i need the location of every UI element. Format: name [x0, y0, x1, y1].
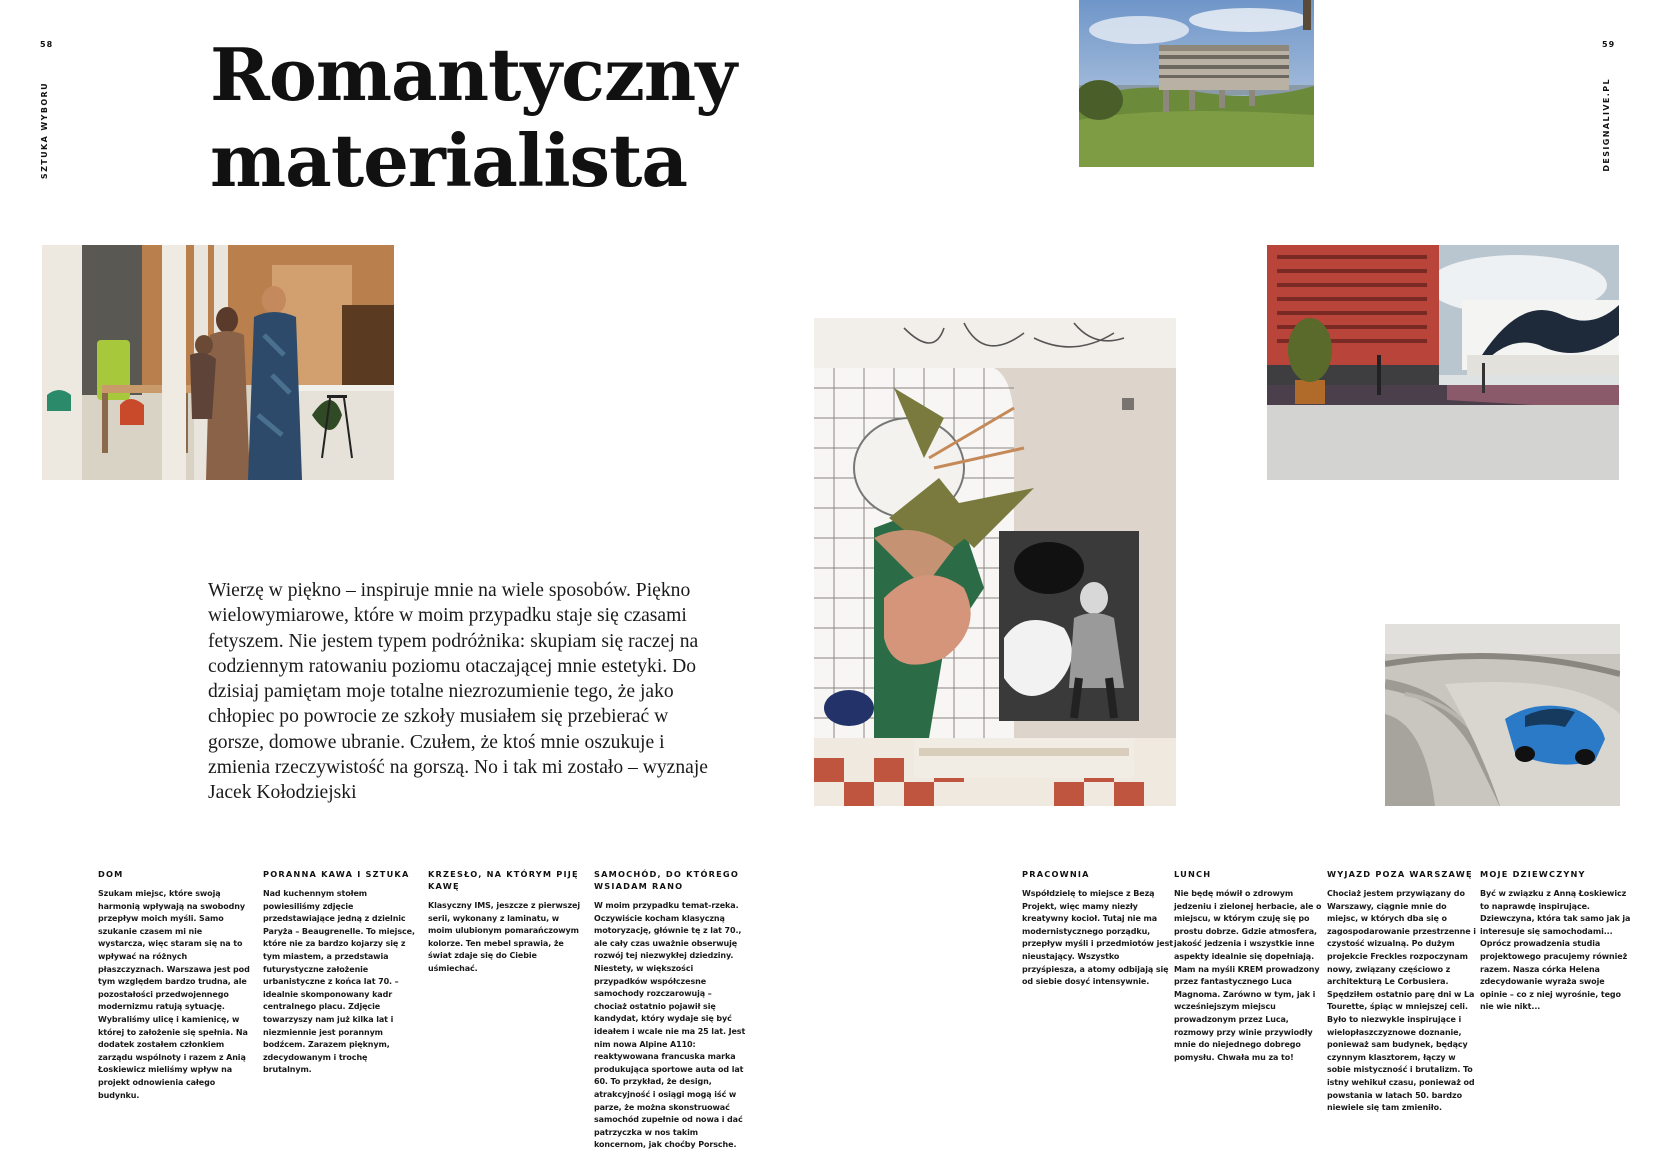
column-samochod — [594, 868, 746, 1152]
column-body: Być w związku z Anną Łoskiewicz to naprawdę inspirujące. Dziewczyna, która tak samo jak ja interesuje się samochodami... Oprócz prowadzenia studia projektowego pracujemy również razem. Nasza córka Helena zdecydowanie wyraża swoje opinie – co z niej wyrośnie, tego nie wie nikt... — [1480, 889, 1631, 1012]
column-heading: MOJE DZIEWCZYNY — [1480, 869, 1586, 879]
column-heading: DOM — [98, 869, 124, 879]
column-body: Klasyczny IMS, jeszcze z pierwszej serii, wykonany z laminatu, w moim ulubionym pomarańczowym kolorze. Ten mebel sprawia, że świat zdaje się do Ciebie uśmiechać. — [428, 901, 580, 973]
column-body: Chociaż jestem przywiązany do Warszawy, ciągnie mnie do miejsc, w których dba się o zagospodarowanie przestrzenne i czystość wizualną. Po dużym projekcie Freckles rozpoczynam nowy, związany częściowo z architekturą Le Corbusiera. Spędziłem ostatnio parę dni w La Tourette, śpiąc w mniejszej celi. Było to niezwykle inspirujące i wielopłaszczyznowe doznanie, ponieważ sam budynek, będący czynnym klasztorem, łączy w sobie mistyczność i brutalizm. To istny wehikuł czasu, ponieważ od powstania w latach 50. bardzo niewiele się tam zmieniło. — [1327, 889, 1476, 1113]
page-number-right: 59 — [1602, 40, 1616, 49]
column-heading: WYJAZD POZA WARSZAWĘ — [1327, 869, 1473, 879]
pull-quote: Wierzę w piękno – inspiruje mnie na wiele sposobów. Piękno wielowymiarowe, które w moim przypadku staje się czasami fetyszem. Nie jestem typem podróżnika: skupiam się raczej na codziennym ratowaniu poziomu otaczającej mnie estetyki. Do dzisiaj pamiętam moje totalne niezrozumienie tego, że jako chłopiec po powrocie ze szkoły musiałem się przebierać w gorsze, domowe ubranie. Czułem, że ktoś mnie oszukuje i zmienia rzeczywistość na gorszą. No i tak mi zostało – wyznaje Jacek Kołodziejski — [208, 580, 709, 804]
column-heading: PRACOWNIA — [1022, 869, 1090, 879]
section-label: SZTUKA WYBORU — [40, 82, 49, 180]
column-heading: LUNCH — [1174, 869, 1212, 879]
site-label: DESIGNALIVE.PL — [1602, 78, 1611, 172]
column-lunch — [1174, 868, 1326, 1064]
column-heading: SAMOCHÓD, DO KTÓREGO WSIADAM RANO — [594, 869, 739, 891]
column-body: Nie będę mówił o zdrowym jedzeniu i zielonej herbacie, ale o miejscu, w którym czuję się po prostu dobrze. Gdzie atmosfera, jakość jedzenia i wszystkie inne aspekty idealnie się dopełniają. Mam na myśli KREM prowadzony przez fantastycznego Luca Magnoma. Zarówno w tym, jak i wcześniejszym miejscu prowadzonym przez Luca, rozmowy przy winie przywiodły mnie do niejednego dobrego pomysłu. Chwała mu za to! — [1174, 889, 1322, 1062]
column-body: W moim przypadku temat-rzeka. Oczywiście kocham klasyczną motoryzację, głównie tę z lat 70., ale cały czas uważnie obserwuję rozwój tej niezwykłej dziedziny. Niestety, w większości przypadków współczesne samochody rozczarowują – chociaż ostatnio pojawił się kandydat, który wydaje się być ideałem i wcale nie ma 25 lat. Jest nim nowa Alpine A110: reaktywowana francuska marka produkująca sportowe auta od lat 60. To przykład, że design, atrakcyjność i osiągi mogą iść w parze, że można skonstruować samochód zupełnie od nowa i dać patrzyczka w nos takim koncernom, jak choćby Porsche. — [594, 901, 746, 1150]
column-dziewczyny — [1480, 868, 1632, 1014]
page-number-left: 58 — [40, 40, 54, 49]
alpine-car-photo — [1385, 624, 1620, 806]
column-body: Nad kuchennym stołem powiesiliśmy zdjęcie przedstawiające jedną z dzielnic Paryża – Beaugrenelle. To miejsce, które nie za bardzo kojarzy się z tym miastem, a przedstawia futurystyczne założenie urbanistyczne z końca lat 70. – idealnie skomponowany kadr centralnego placu. Zdjęcie towarzyszy nam już kilka lat i niezmiennie jest porannym bodźcem. Zarazem pięknym, zdecydowanym i trochę brutalnym. — [263, 889, 415, 1075]
column-heading: PORANNA KAWA I SZTUKA — [263, 869, 410, 879]
column-body: Współdzielę to miejsce z Bezą Projekt, więc mamy niezły kreatywny kocioł. Tutaj nie ma modernistycznego porządku, przepływ myśli i przedmiotów jest nieustający. Wszystko przyśpiesza, a atomy odbijają się od siebie dosyć intensywnie. — [1022, 889, 1173, 987]
title-line-1: Romantyczny — [210, 32, 737, 117]
studio-collage-photo — [814, 318, 1176, 806]
family-interior-photo — [42, 245, 394, 480]
column-heading: KRZESŁO, NA KTÓRYM PIJĘ KAWĘ — [428, 869, 579, 891]
column-wyjazd — [1327, 868, 1479, 1115]
beaugrenelle-photo — [1267, 245, 1619, 480]
column-poranna-kawa — [263, 868, 415, 1077]
column-krzeslo — [428, 868, 580, 976]
title-line-2: materialista — [210, 118, 687, 203]
column-dom — [98, 868, 250, 1102]
la-tourette-photo — [1079, 0, 1314, 167]
column-pracownia — [1022, 868, 1174, 989]
article-title — [210, 32, 770, 204]
column-body: Szukam miejsc, które swoją harmonią wpływają na swobodny przepływ moich myśli. Samo szukanie czasem mi nie wystarcza, więc staram się na to wpływać na różnych płaszczyznach. Warszawa jest pod tym względem bardzo trudna, ale pozostałości przedwojennego modernizmu ratują sytuację. Wybraliśmy ulicę i kamienicę, w której to założenie się spełnia. Na dodatek zostałem członkiem zarządu wspólnoty i razem z Anią Łoskiewicz mieliśmy wpływ na projekt odnowienia całego budynku. — [98, 889, 250, 1100]
